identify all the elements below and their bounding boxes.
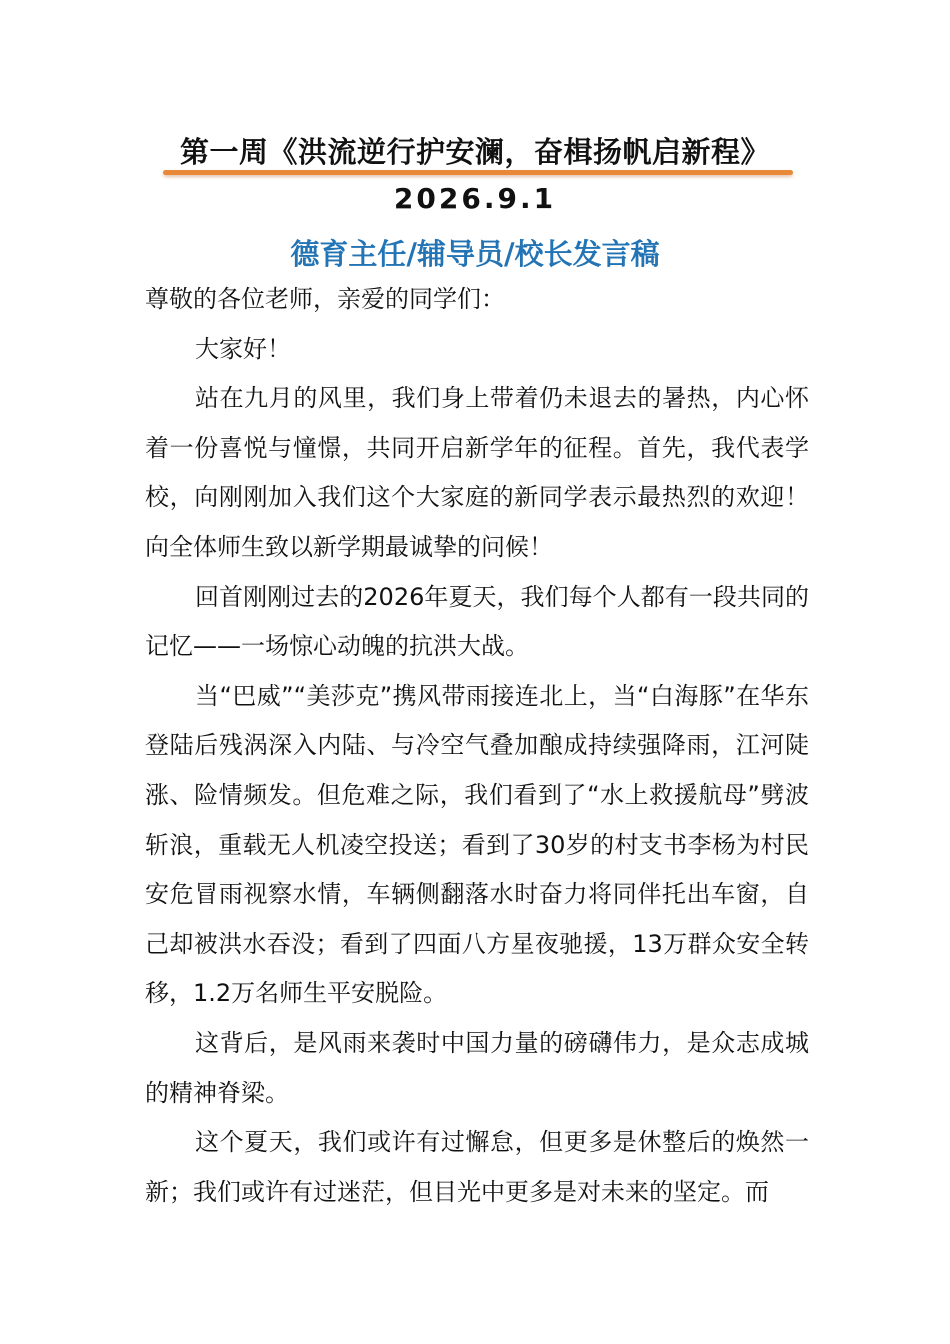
paragraph: 这个夏天，我们或许有过懈怠，但更多是休整后的焕然一新；我们或许有过迷茫，但目光中更多是对未来的坚定。而 (145, 1128, 809, 1206)
paragraph: 站在九月的风里，我们身上带着仍未退去的暑热，内心怀着一份喜悦与憧憬，共同开启新学年的征程。首先，我代表学校，向刚刚加入我们这个大家庭的新同学表示最热烈的欢迎！向全体师生致以新学期最诚挚的问候！ (145, 384, 809, 561)
paragraph: 当“巴威”“美莎克”携风带雨接连北上，当“白海豚”在华东登陆后残涡深入内陆、与冷空气叠加酿成持续强降雨，江河陡涨、险情频发。但危难之际，我们看到了“水上救援航母”劈波斩浪，重载无人机凌空投送；看到了30岁的村支书李杨为村民安危冒雨视察水情，车辆侧翻落水时奋力将同伴托出车窗，自己却被洪水吞没；看到了四面八方星夜驰援，13万群众安全转移，1.2万名师生平安脱险。 (145, 681, 809, 1008)
paragraph: 这背后，是风雨来袭时中国力量的磅礴伟力，是众志成城的精神脊梁。 (145, 1028, 809, 1107)
document-subtitle: 德育主任/辅导员/校长发言稿 (290, 237, 660, 271)
salutation: 尊敬的各位老师，亲爱的同学们： (145, 285, 505, 313)
document-date: 2026.9.1 (393, 182, 557, 215)
document-body (145, 275, 809, 1217)
document-title: 第一周《洪流逆行护安澜，奋楫扬帆启新程》 (179, 135, 770, 169)
title-underline (163, 170, 793, 175)
paragraph: 回首刚刚过去的2026年夏天，我们每个人都有一段共同的记忆——一场惊心动魄的抗洪大战。 (145, 582, 809, 661)
paragraph: 大家好！ (195, 334, 291, 363)
